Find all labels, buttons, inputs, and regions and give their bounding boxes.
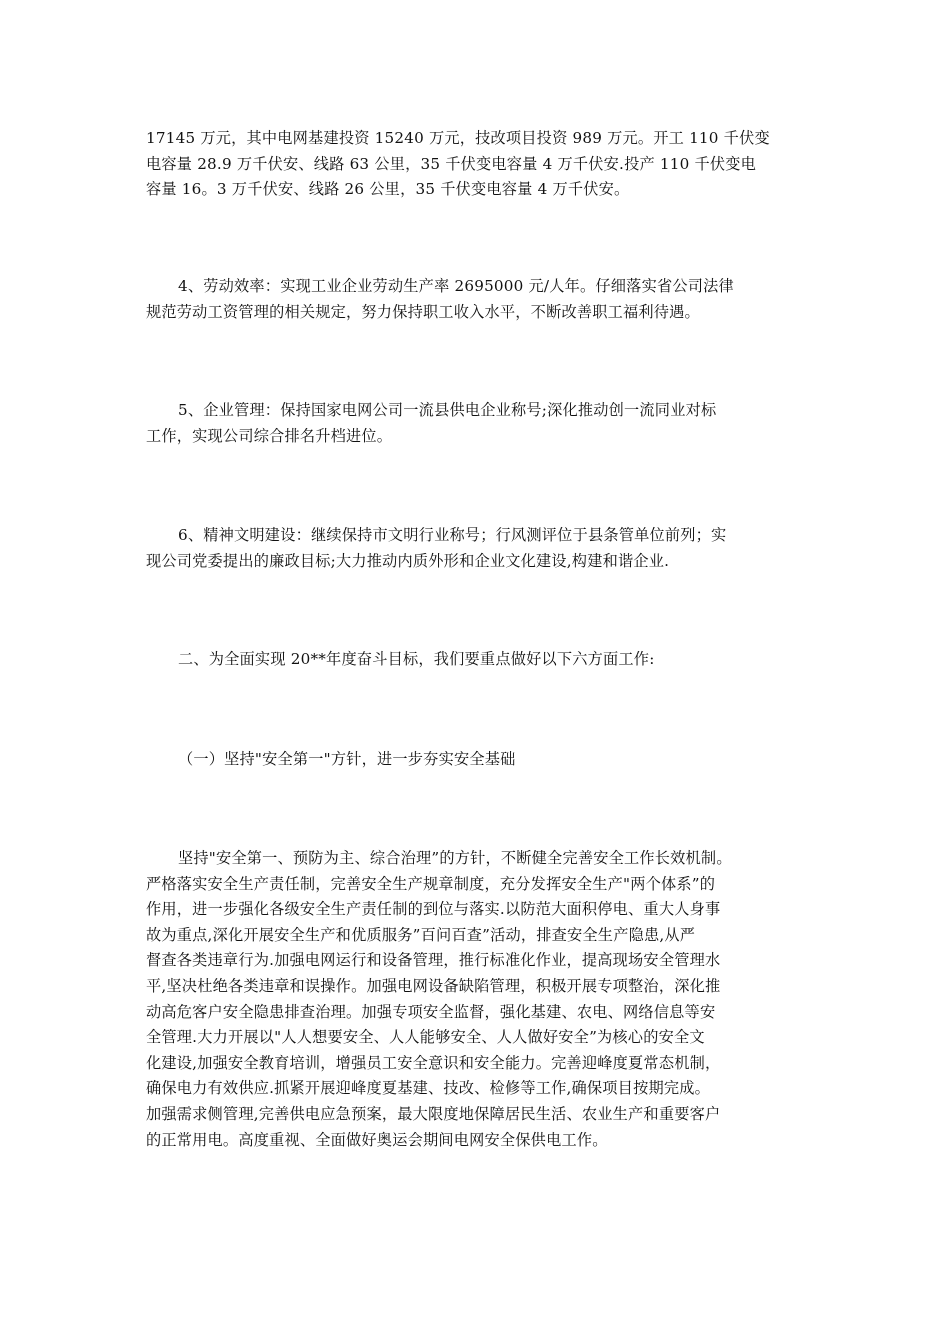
- text-line: 现公司党委提出的廉政目标;大力推动内质外形和企业文化建设,构建和谐企业.: [146, 551, 670, 570]
- text-line: 动高危客户安全隐患排查治理。加强专项安全监督，强化基建、农电、网络信息等安: [146, 1002, 716, 1021]
- section-heading-two: 二、为全面实现 20**年度奋斗目标，我们要重点做好以下六方面工作:: [178, 650, 655, 668]
- text-line: 故为重点,深化开展安全生产和优质服务”百问百查”活动，排查安全生产隐患,从严: [146, 925, 696, 944]
- text-line: 加强需求侧管理,完善供电应急预案，最大限度地保障居民生活、农业生产和重要客户: [146, 1104, 721, 1123]
- text-line: 工作，实现公司综合排名升档进位。: [146, 426, 393, 445]
- text-line: 的正常用电。高度重视、全面做好奥运会期间电网安全保供电工作。: [146, 1130, 608, 1149]
- text-line: 坚持"安全第一、预防为主、综合治理”的方针，不断健全完善安全工作长效机制。: [178, 849, 732, 867]
- text-line: 确保电力有效供应.抓紧开展迎峰度夏基建、技改、检修等工作,确保项目按期完成。: [146, 1079, 711, 1098]
- subsection-heading-one: （一）坚持"安全第一"方针，进一步夯实安全基础: [178, 750, 516, 768]
- text-line: 平,坚决杜绝各类违章和误操作。加强电网设备缺陷管理，积极开展专项整治，深化推: [146, 976, 721, 995]
- text-line: 4、劳动效率：实现工业企业劳动生产率 2695000 元/人年。仔细落实省公司法律: [178, 277, 734, 295]
- paragraph-investment: [146, 126, 812, 203]
- text-line: 督查各类违章行为.加强电网运行和设备管理，推行标准化作业，提高现场安全管理水: [146, 951, 721, 970]
- text-line: 作用，进一步强化各级安全生产责任制的到位与落实.以防范大面积停电、重大人身事: [146, 900, 721, 919]
- text-line: 6、精神文明建设：继续保持市文明行业称号；行风测评位于县条管单位前列；实: [178, 526, 727, 544]
- text-line: 严格落实安全生产责任制，完善安全生产规章制度，充分发挥安全生产"两个体系”的: [146, 874, 716, 893]
- text-line: 5、企业管理：保持国家电网公司一流县供电企业称号;深化推动创一流同业对标: [178, 401, 717, 419]
- text-line: 容量 16。3 万千伏安、线路 26 公里，35 千伏变电容量 4 万千伏安。: [146, 180, 630, 199]
- text-line: 全管理.大力开展以"人人想要安全、人人能够安全、人人做好安全”为核心的安全文: [146, 1028, 705, 1047]
- paragraph-spiritual-civilization: [146, 523, 812, 574]
- paragraph-enterprise-management: [146, 398, 812, 449]
- paragraph-safety: [146, 846, 812, 1153]
- text-line: 电容量 28.9 万千伏安、线路 63 公里，35 千伏变电容量 4 万千伏安.投产 110 千伏变电: [146, 154, 757, 173]
- text-line: 规范劳动工资管理的相关规定，努力保持职工收入水平，不断改善职工福利待遇。: [146, 302, 700, 321]
- text-line: 化建设,加强安全教育培训，增强员工安全意识和安全能力。完善迎峰度夏常态机制，: [146, 1053, 721, 1072]
- paragraph-labor-efficiency: [146, 274, 812, 325]
- text-line: 17145 万元，其中电网基建投资 15240 万元，技改项目投资 989 万元。开工 110 千伏变: [146, 129, 770, 147]
